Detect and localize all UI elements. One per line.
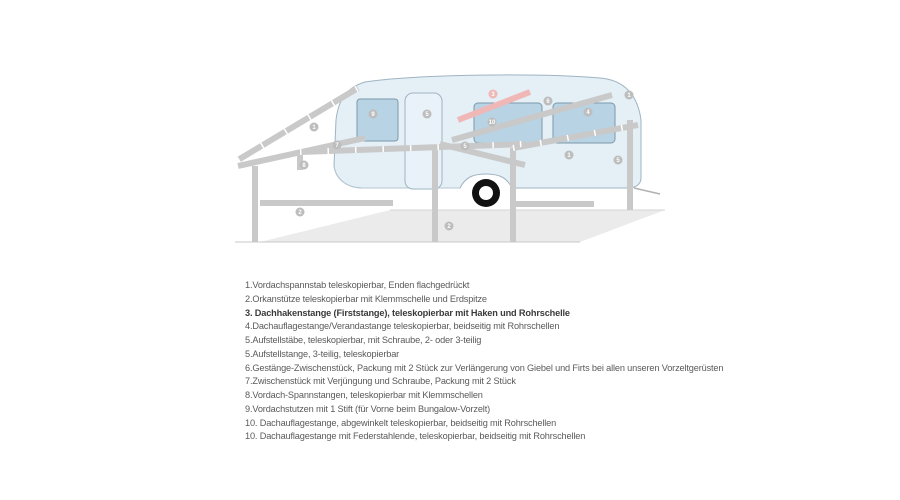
badge — [423, 110, 432, 119]
legend-item: 4.Dachauflagestange/Verandastange teleskopierbar, beidseitig mit Rohrschellen — [245, 321, 560, 332]
badge-label: 4 — [586, 110, 590, 116]
badge-label: 7 — [335, 143, 339, 149]
badge-label: 2 — [447, 224, 451, 230]
legend-item: 9.Vordachstutzen mit 1 Stift (für Vorne beim Bungalow-Vorzelt) — [245, 403, 491, 414]
badge-label: 5 — [463, 144, 467, 150]
badge-label: 1 — [627, 93, 631, 99]
legend-item: 5.Aufstellstange, 3-teilig, teleskopierbar — [245, 348, 400, 359]
caravan-window-front — [357, 99, 398, 141]
legend-item: 1.Vordachspannstab teleskopierbar, Enden flachgedrückt — [245, 280, 470, 290]
badge — [584, 108, 593, 117]
badge — [488, 118, 497, 127]
badge-label: 5 — [425, 112, 429, 118]
badge-label: 3 — [491, 92, 495, 98]
badge — [544, 97, 553, 106]
legend-item: 2.Orkanstütze teleskopierbar mit Klemmschelle und Erdspitze — [245, 293, 487, 304]
badge — [333, 141, 342, 150]
badge-label: 5 — [616, 158, 620, 164]
legend-item: 3. Dachhakenstange (Firststange), teleskopierbar mit Haken und Rohrschelle — [245, 307, 570, 318]
badge — [565, 151, 574, 160]
badge — [625, 91, 634, 100]
badge — [614, 156, 623, 165]
badge-label: 9 — [371, 112, 375, 118]
legend-item: 8.Vordach-Spannstangen, teleskopierbar mit Klemmschellen — [245, 390, 483, 400]
badge-label: 1 — [312, 125, 316, 131]
badge — [369, 110, 378, 119]
badge — [300, 161, 309, 170]
badge — [461, 142, 470, 151]
badge-label: 8 — [302, 163, 306, 169]
badge-label: 2 — [298, 210, 302, 216]
badge — [445, 222, 454, 231]
legend-item: 10. Dachauflagestange mit Federstahlende, teleskopierbar, beidseitig mit Rohrschellen — [245, 431, 586, 442]
badge-label: 1 — [567, 153, 571, 159]
parts-legend — [245, 279, 885, 444]
legend-item: 10. Dachauflagestange, abgewinkelt teleskopierbar, beidseitig mit Rohrschellen — [245, 417, 557, 428]
caravan-wheel-hub — [479, 186, 493, 200]
badge-label: 10 — [488, 120, 496, 126]
ground-floor — [260, 210, 665, 242]
legend-item: 7.Zwischenstück mit Verjüngung und Schraube, Packung mit 2 Stück — [245, 376, 516, 387]
badge — [296, 208, 305, 217]
legend-item: 6.Gestänge-Zwischenstück, Packung mit 2 Stück zur Verlängerung von Giebel und Firts bei allen unseren Vorzeltgerüsten — [245, 362, 724, 373]
badge — [310, 123, 319, 132]
legend-item: 5.Aufstellstäbe, teleskopierbar, mit Schraube, 2- oder 3-teilig — [245, 335, 482, 345]
badge-label: 6 — [546, 99, 550, 105]
badge — [489, 90, 498, 99]
caravan-tow-bar — [634, 188, 660, 194]
